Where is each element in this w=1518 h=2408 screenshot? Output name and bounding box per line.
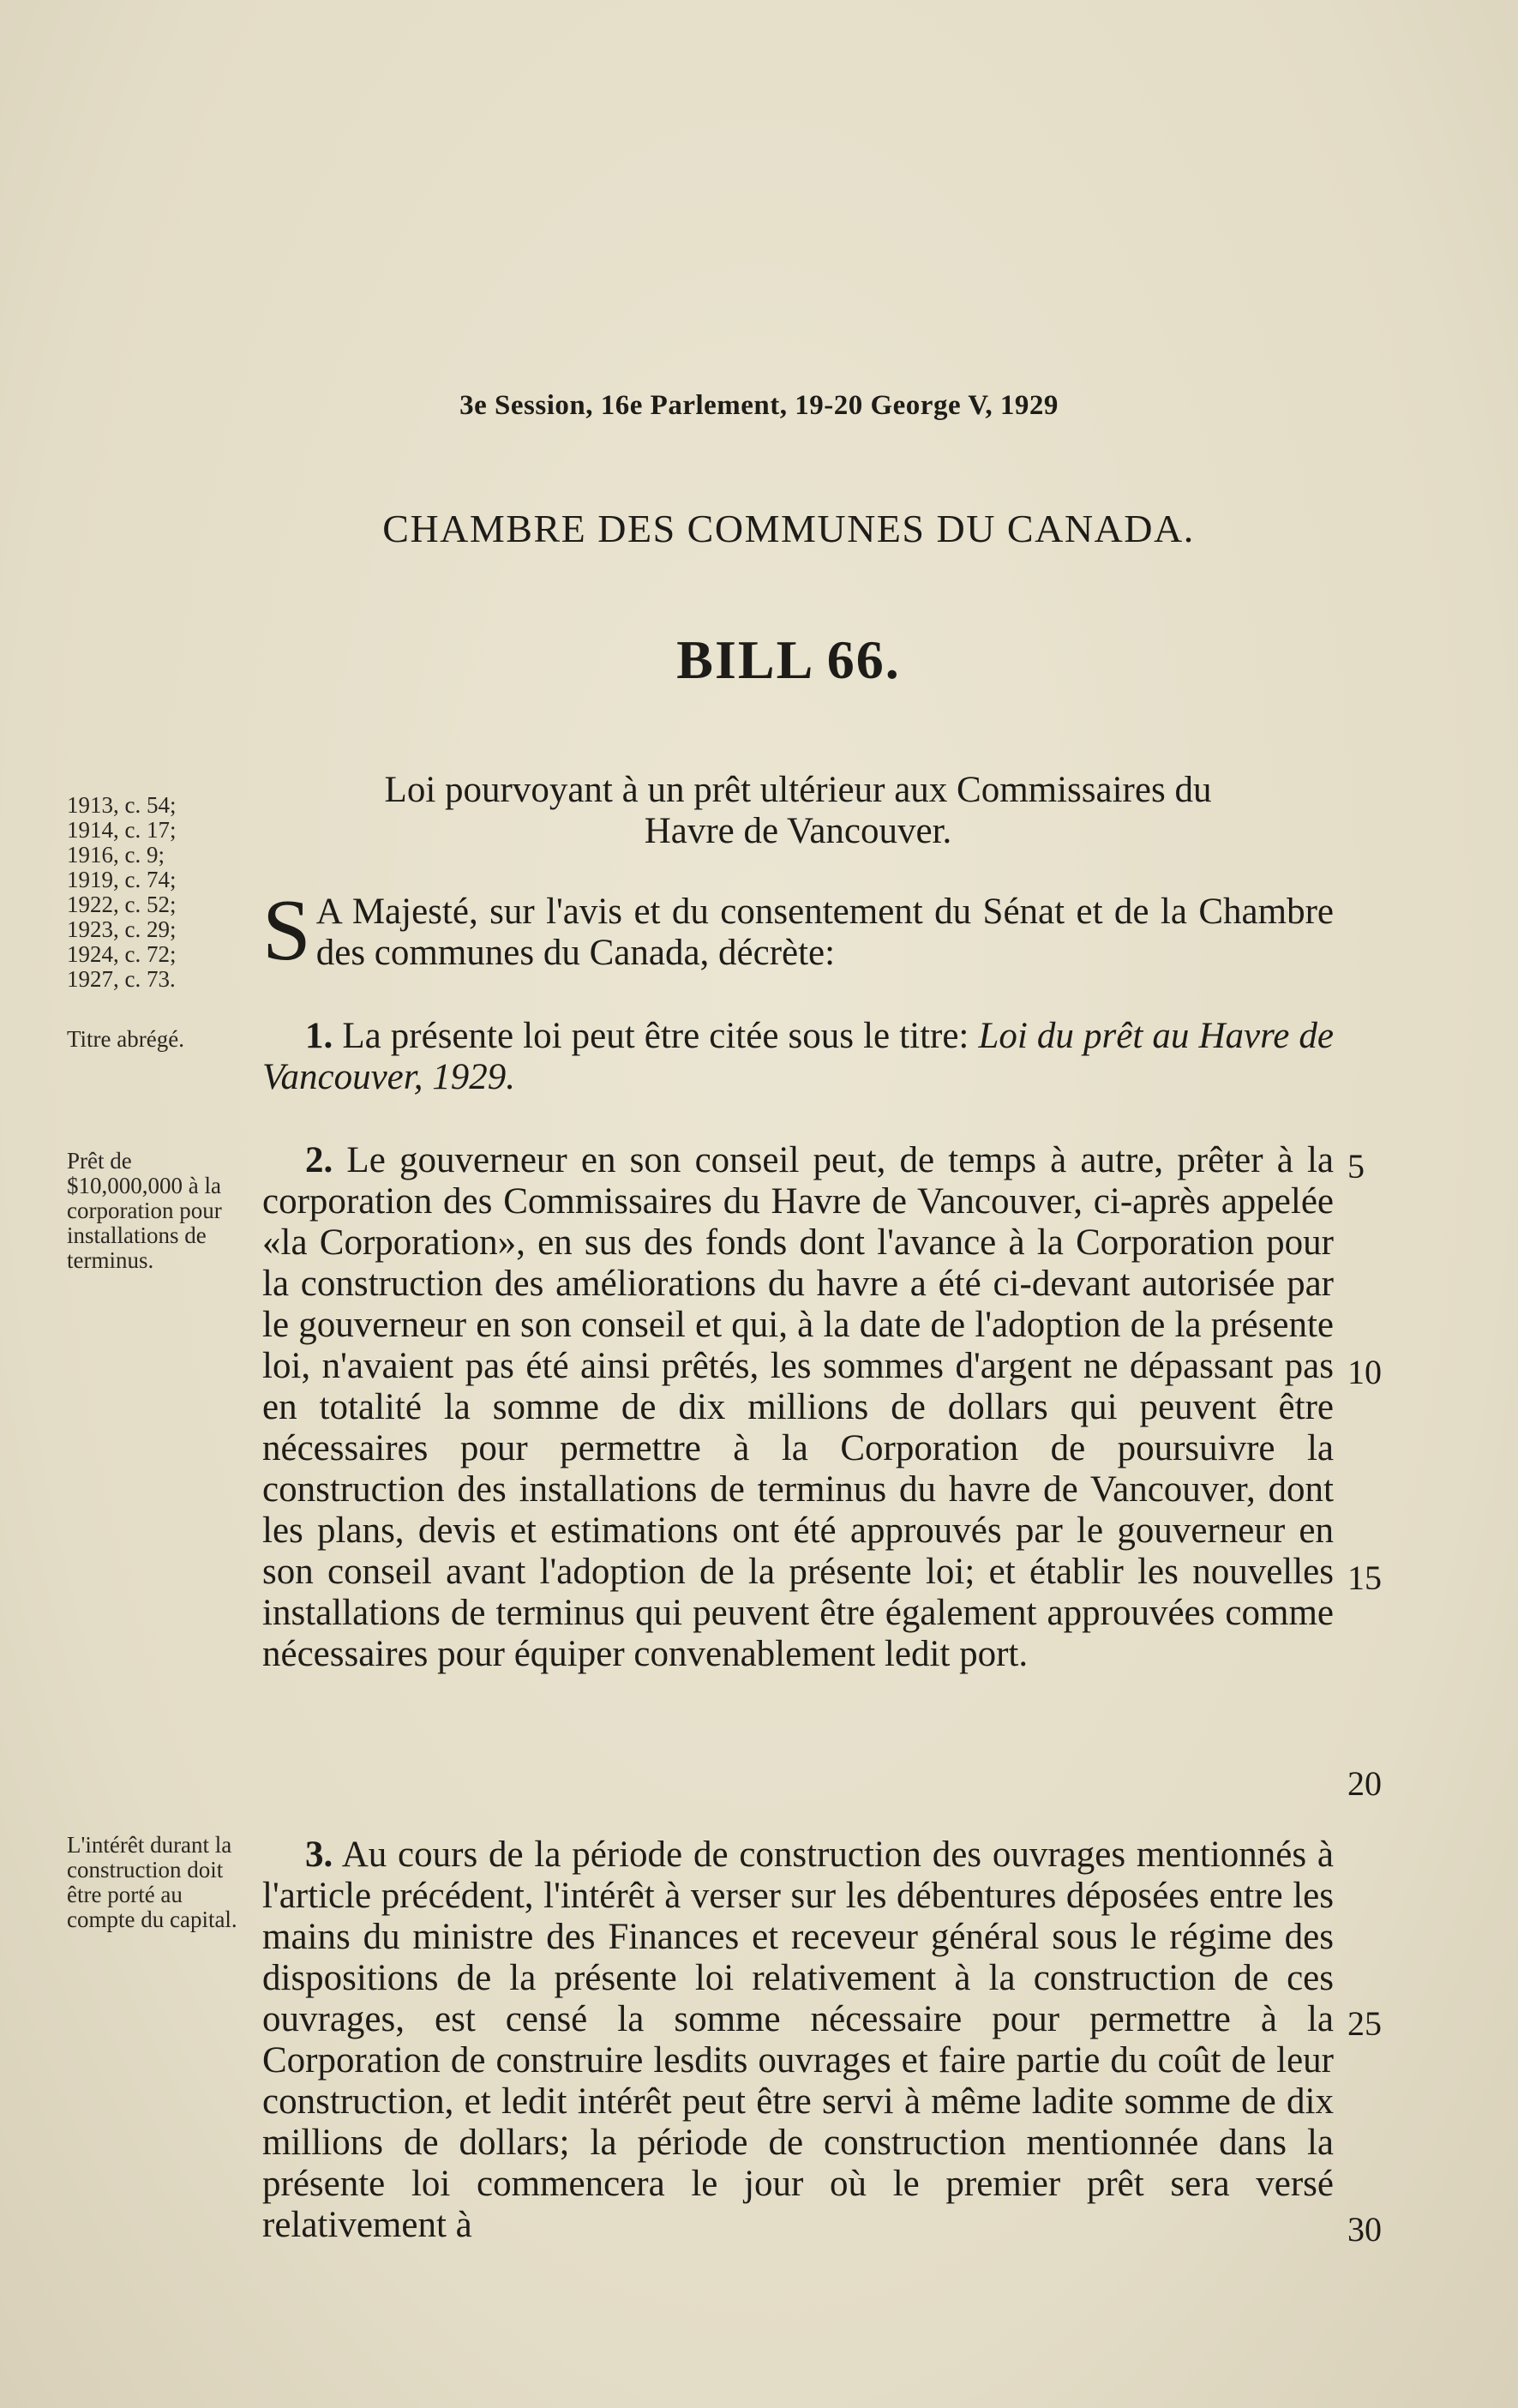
- statute-ref: 1919, c. 74;: [67, 867, 177, 892]
- line-number: 30: [1347, 2210, 1382, 2249]
- statute-references: [67, 793, 247, 992]
- line-number: 10: [1347, 1353, 1382, 1391]
- statute-ref: 1922, c. 52;: [67, 892, 177, 917]
- statute-ref: 1916, c. 9;: [67, 842, 165, 868]
- section-text: La présente loi peut être citée sous le titre:: [342, 1016, 969, 1056]
- note-interest: L'intérêt durant la construction doit être porté au compte du capital.: [67, 1832, 237, 1932]
- chamber-heading: CHAMBRE DES COMMUNES DU CANADA.: [382, 507, 1195, 550]
- section-text: Le gouverneur en son conseil peut, de temps à autre, prêter à la corporation des Commissaires du Havre de Vancouver, ci-après appelée «la Corporation», en sus des fonds dont l'avance à la Corporation pour la construction des améliorations du havre a été ci-devant autorisée par le gouverneur en son conseil et qui, à la date de l'adoption de la présente loi, n'avaient pas été ainsi prêtés, les sommes d'argent ne dépassant pas en totalité la somme de dix millions de dollars qui peuvent être nécessaires pour permettre à la Corporation de poursuivre la construction des installations de terminus du havre de Vancouver, dont les plans, devis et estimations ont été approuvés par le gouverneur en son conseil avant l'adoption de la présente loi; et établir les nouvelles installations de terminus qui peuvent être également approuvées comme nécessaires pour équiper convenablement ledit port.: [262, 1140, 1334, 1674]
- note-short-title: Titre abrégé.: [67, 1026, 184, 1052]
- line-number: 5: [1347, 1147, 1365, 1186]
- enacting-clause: [262, 882, 1334, 979]
- statute-ref: 1914, c. 17;: [67, 817, 177, 843]
- line-number: 20: [1347, 1764, 1382, 1803]
- statute-ref: 1923, c. 29;: [67, 916, 177, 942]
- section-number: 2.: [305, 1140, 333, 1180]
- section-3: [262, 1835, 1334, 2246]
- statute-ref: 1924, c. 72;: [67, 941, 177, 967]
- statute-ref: 1927, c. 73.: [67, 966, 176, 992]
- session-line: 3e Session, 16e Parlement, 19-20 George V, 1929: [459, 390, 1059, 421]
- line-number: 15: [1347, 1558, 1382, 1597]
- section-1: [262, 1016, 1334, 1098]
- title-line-2: Havre de Vancouver.: [644, 811, 952, 851]
- section-text: Au cours de la période de construction des ouvrages mentionnés à l'article précédent, l'intérêt à verser sur les débentures déposées entre les mains du ministre des Finances et receveur général sous le régime des dispositions de la présente loi relativement à la construction de ces ouvrages, est censé la somme nécessaire pour permettre à la Corporation de construire lesdits ouvrages et faire partie du coût de leur construction, et ledit intérêt peut être servi à même ladite somme de dix millions de dollars; la période de construction mentionnée dans la présente loi commencera le jour où le premier prêt sera versé relativement à: [262, 1835, 1334, 2245]
- bill-long-title: [262, 770, 1334, 852]
- note-loan: Prêt de $10,000,000 à la corporation pour installations de terminus.: [67, 1148, 222, 1273]
- line-number: 25: [1347, 2004, 1382, 2043]
- title-line-1: Loi pourvoyant à un prêt ultérieur aux Commissaires du: [384, 770, 1212, 810]
- bill-number: BILL 66.: [676, 629, 901, 690]
- short-title-italic: Loi du prêt au Havre de Vancouver, 1929.: [262, 1016, 1335, 1097]
- section-number: 1.: [305, 1016, 333, 1056]
- drop-cap: S: [262, 882, 311, 979]
- enacting-text: A Majesté, sur l'avis et du consentement du Sénat et de la Chambre des communes du Canada, décrète:: [315, 892, 1334, 973]
- section-number: 3.: [305, 1835, 333, 1875]
- section-2: [262, 1140, 1334, 1675]
- statute-ref: 1913, c. 54;: [67, 792, 177, 818]
